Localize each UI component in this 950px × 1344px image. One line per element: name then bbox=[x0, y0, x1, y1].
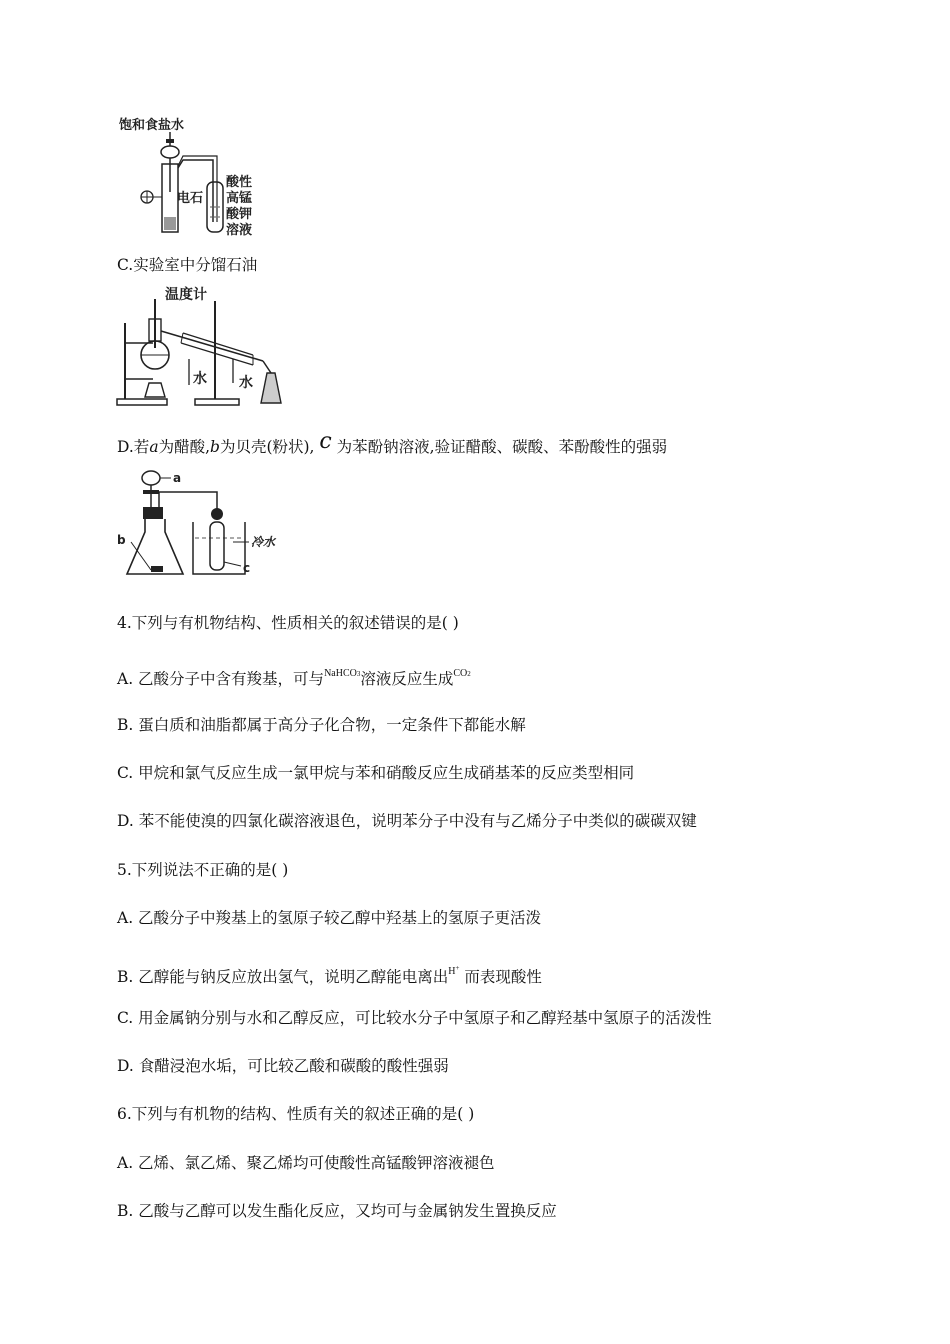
figure-acid-strength-apparatus bbox=[113, 462, 293, 584]
test-tube-2 bbox=[210, 522, 224, 570]
option-d-t2: 为贝壳(粉状), bbox=[219, 438, 315, 456]
q5-option-b bbox=[117, 958, 542, 987]
stand-base bbox=[117, 399, 167, 405]
fig2-label-water-out: 水 bbox=[239, 375, 253, 391]
fig2-label-thermometer: 温度计 bbox=[165, 287, 207, 303]
fig3-label-cold-water: 冷水 bbox=[251, 535, 276, 549]
conical-flask bbox=[127, 519, 183, 574]
option-d-t3: 为苯酚钠溶液,验证醋酸、碳酸、苯酚酸性的强弱 bbox=[336, 438, 668, 456]
burner bbox=[145, 383, 165, 397]
q4-stem: 4.下列与有机物结构、性质相关的叙述错误的是( ) bbox=[117, 614, 459, 632]
receiving-flask bbox=[261, 373, 281, 403]
figure-acetylene-apparatus bbox=[113, 112, 263, 244]
option-d-t1: 为醋酸, bbox=[158, 438, 210, 456]
var-b: b bbox=[210, 438, 220, 456]
q5-option-a: A. 乙酸分子中羧基上的氢原子较乙醇中羟基上的氢原子更活泼 bbox=[117, 909, 542, 927]
q4-option-a bbox=[117, 664, 471, 689]
q5-stem: 5.下列说法不正确的是( ) bbox=[117, 861, 289, 879]
var-a: a bbox=[149, 438, 159, 456]
q6-stem: 6.下列与有机物的结构、性质有关的叙述正确的是( ) bbox=[117, 1105, 475, 1123]
fig1-label-kmno4-2: 高锰 bbox=[226, 191, 253, 206]
formula-nahco3-base: NaHCO bbox=[324, 668, 357, 679]
fig1-label-kmno4-4: 溶液 bbox=[226, 223, 253, 238]
ion-h: H bbox=[448, 966, 456, 977]
var-c: c bbox=[319, 429, 332, 454]
ion-charge: + bbox=[455, 964, 460, 972]
beaker bbox=[193, 522, 245, 574]
ion-h-plus bbox=[448, 966, 459, 977]
separatory-funnel bbox=[142, 471, 160, 485]
q5-option-d: D. 食醋浸泡水垢，可比较乙酸和碳酸的酸性强弱 bbox=[117, 1057, 449, 1075]
q4-a-pre: A. 乙酸分子中含有羧基，可与 bbox=[117, 670, 325, 688]
option-d-text bbox=[117, 429, 668, 457]
fig3-label-a: a bbox=[173, 471, 182, 485]
rubber-stopper bbox=[143, 507, 163, 519]
q5-option-c: C. 用金属钠分别与水和乙醇反应，可比较水分子中氢原子和乙醇羟基中氢原子的活泼性 bbox=[117, 1009, 712, 1027]
condenser bbox=[161, 331, 263, 361]
formula-co2 bbox=[453, 668, 470, 679]
dropping-funnel bbox=[161, 146, 179, 158]
formula-nahco3 bbox=[324, 668, 360, 679]
formula-nahco3-sub: 3 bbox=[356, 670, 361, 678]
option-d-prefix: D.若 bbox=[117, 438, 150, 456]
q4-option-b: B. 蛋白质和油脂都属于高分子化合物，一定条件下都能水解 bbox=[117, 716, 526, 734]
q6-option-b: B. 乙酸与乙醇可以发生酯化反应，又均可与金属钠发生置换反应 bbox=[117, 1202, 557, 1220]
fig1-label-calcium-carbide: 电石 bbox=[177, 191, 204, 206]
fig3-label-c: c bbox=[243, 561, 251, 575]
q6-option-a: A. 乙烯、氯乙烯、聚乙烯均可使酸性高锰酸钾溶液褪色 bbox=[117, 1154, 495, 1172]
figure-distillation-apparatus bbox=[113, 283, 293, 413]
formula-co2-base: CO bbox=[453, 668, 468, 679]
fig1-label-kmno4-3: 酸钾 bbox=[226, 207, 253, 222]
q4-option-c: C. 甲烷和氯气反应生成一氯甲烷与苯和硝酸反应生成硝基苯的反应类型相同 bbox=[117, 764, 635, 782]
fig2-label-water-in: 水 bbox=[193, 371, 207, 387]
q5-b-pre: B. 乙醇能与钠反应放出氢气，说明乙醇能电离出 bbox=[117, 968, 449, 986]
q4-a-mid: 溶液反应生成 bbox=[360, 670, 454, 688]
delivery-tube-2 bbox=[159, 492, 217, 520]
fig3-label-b: b bbox=[117, 533, 126, 547]
fig1-label-kmno4-1: 酸性 bbox=[226, 175, 253, 190]
option-c-text: C.实验室中分馏石油 bbox=[117, 256, 258, 274]
formula-co2-sub: 2 bbox=[467, 670, 471, 678]
q4-option-d: D. 苯不能使溴的四氯化碳溶液退色，说明苯分子中没有与乙烯分子中类似的碳碳双键 bbox=[117, 812, 697, 830]
q5-b-post: 而表现酸性 bbox=[464, 968, 542, 986]
fig1-label-saturated-brine: 饱和食盐水 bbox=[119, 118, 185, 133]
